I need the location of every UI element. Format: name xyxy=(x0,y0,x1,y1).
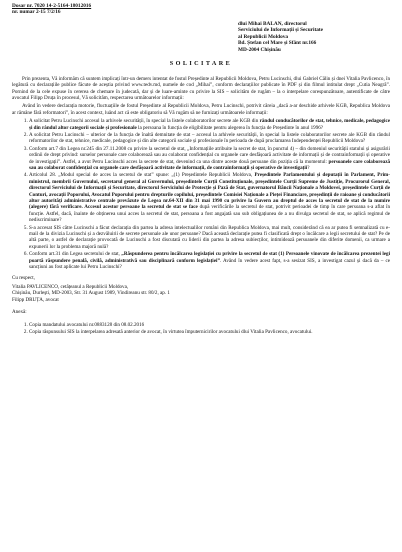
question-item: 3. Conform art.7 din Legea nr.245 din 27.11.2008 cu privire la secretul de stat, „Informațiile atribuite la secret de stat, în punctul 4) – din domeniul securității statului și asigurării ordinii de drept privind: surselor personale care colaborează sau au colaborat confidențial cu organele care desfășoară activitate de informații și de contrainformații și operative de investigații”. Astfel, a avut Petru Lucinschi acces la secrete de stat, devenind ca una dintre aceste două persoane din poziția că la momentul: persoanele care colaborează sau au colaborat confidențial cu organele care desfășoară activitate de informații, de contrainformații și operative de investigații? xyxy=(29,146,390,172)
document-title: SOLICITARE xyxy=(169,60,233,68)
question-item: 4. Articolul 28. „Modul special de acces la secretul de stat” spune: „(1) Președintele Republicii Moldova, Președintele Parlamentului și deputații în Parlament, Prim-ministrul, membrii Guvernului, secretarul general al Guvernului, președintele Curții Constituționale, președintele Curții Supreme de Justiție, Procurorul General, directorul Serviciului de Informații și Securitate, directorul Serviciului de Protecție și Pază de Stat, guvernatorul Băncii Naționale a Moldovei, președintele Curții de Conturi, avocații Poporului, Avocatul Poporului pentru drepturile copilului, președintele Comisiei Naționale a Pieței Financiare, președinții de raioane și conducătorii altor autorități administrative centrale prevăzute de Legea nr.64-XII din 31 mai 1990 cu privire la Guvern au dreptul de acces la secretul de stat de la numire (alegere) fără verificare. Accesul acestor persoane la secretul de stat se face după verificările la secretul de stat, potrivit perioadei de timp în care persoana s-a aflat în funcție. Astfel, dacă, înainte de obținerea unui acces la secretul de stat, persoana a fost angajată sau sub obligațiunea de a nu divulga secretul de stat, se aplică regimul de nediscriminare? xyxy=(29,172,390,223)
dossier-reference xyxy=(12,3,390,16)
questions-list xyxy=(12,118,390,270)
question-item: 2. A solicitat Petru Lucinschi – ulterior de la funcția de înaltă demnitate de stat – accesul la arhivele securității, în special la listele colaboratorilor secrete ale KGB din rândul reformatorilor de stat, tehnice, medicale, pedagogice și din alte categorii sociale și profesionale în perioada de după proclamarea Independenței Republicii Moldova? xyxy=(29,132,390,145)
annex-list xyxy=(12,322,390,336)
context-paragraph: Având în vedere declarația motorie, fluctuațiile de fostul Președinte al Republicii Moldova, Petru Lucinschi, potrivit căreia „dacă a-ar deschide arhivele KGB, Republica Moldova ar rămâne fără reformatori”, în acest context, luând act că este obligatoriu să Vă rugăm să ne furnizați următoarele informații: xyxy=(12,103,390,116)
lawyer-name: Filipp DRUȚA, avocat xyxy=(12,296,59,303)
annex-item: 2. Copia răspunsului SIS la interpelarea adresată anterior de avocat, în virtutea împuternicirilor avocatului dlui Vitalia Pavlicenco, avocatului. xyxy=(29,329,390,335)
annex-title: Anexă: xyxy=(12,309,27,316)
intro-paragraph: Prin prezenta, Vă informăm că suntem implicați într-un demers intentat de fostul Președinte al Republicii Moldova, Petru Lucinschi, dlui Gabriel Călin și dnei Vitalia Pavlicenco, în legătură cu declarațiile publice făcute de aceștia privind www.tedv.md, numele de cod „Mihai”, conform declarațiilor publicate în PDF și din filmul intitulat drept „Cutia Neagră”. Pornind de la cele expuse în cererea de chemare în judecată, dar și de luare-aminte cu privire la SIS – solicităm de rugăm – la o interpelare corespunzătoare, autentificate de către avocatul Filipp Druța în procesul, Vă solicităm, respectarea următoarelor informații: xyxy=(12,75,390,101)
question-item: 1. A solicitat Petru Lucinschi accesul la arhivele securității, în special la listele colaboratorilor secrete ale KGB din rândul conducătorilor de stat, tehnice, medicale, pedagogice și din rândul altor categorii sociale și profesionale la persoana în funcția de eligibilitate pentru alegerea în funcția de Președinte în anul 1996? xyxy=(29,118,390,131)
recipient-name: dlui Mihai BALAN, directorul xyxy=(238,20,307,27)
recipient-country: al Republicii Moldova xyxy=(238,33,289,40)
dossier-line-2: nr. numar 2-15 7/2/16 xyxy=(12,9,61,16)
annex-item: 1. Copia mandatului avocatului nr.0883128 din 08.02.2016 xyxy=(29,322,390,328)
signatory-name: Vitalia PAVLICENCO, cetățeanul a Republicii Moldova, xyxy=(12,283,129,290)
signature-block xyxy=(12,284,390,303)
dossier-line-1: Dosar nr. 7020 14-2-5164-18012016 xyxy=(12,3,92,9)
recipient-city: MD-2004 Chișinău xyxy=(238,46,281,53)
question-item: 5. S-a accesat SIS către Lucinschi a făcut declarația din partea la adresa intelectualilor români din Republica Moldova, mai mult, considerând că ea ar putea fi semnalizată cu e-mail de la divizia Lucinschi și a dezvăluirii de secrete personale ale unor persoane? Dacă această declarație putea fi clasificată drept o încălcare a legii secretului de stat? Pe de altă parte, o astfel de declarație provocată de Lucinschi a fost discutată cu liderii din partea la adresa subiecților, intimidează persoanele din diferite domenii, ca urmare a expunerii lor la problema majoră nulă? xyxy=(29,225,390,251)
recipient-block xyxy=(238,21,390,54)
recipient-address: Bd. Ștefan cel Mare și Sfânt nr.166 xyxy=(238,40,317,47)
signatory-address: Chișinău, Durleşti, MD-2003, Str. 31 August 1989, Vindireanu str. 80/2, ap. 1 xyxy=(12,290,170,297)
question-item: 6. Conform art.31 din Legea secretului de stat, „Răspunderea pentru încălcarea legislației cu privire la secretul de stat (1) Persoanele vinovate de încălcarea prezentei legi poartă răspundere penală, civilă, administrativă sau disciplinară conform legislației”. Având în vedere acest fapt, s-a sesizat SIS, a investigat cazul și dacă da – ce sancțiuni au fost aplicate lui Petru Lucinschi? xyxy=(29,251,390,270)
annex-block xyxy=(12,309,390,335)
recipient-institution: Serviciului de Informații și Securitate xyxy=(238,27,324,34)
closing-salutation: Cu respect, xyxy=(12,274,35,281)
